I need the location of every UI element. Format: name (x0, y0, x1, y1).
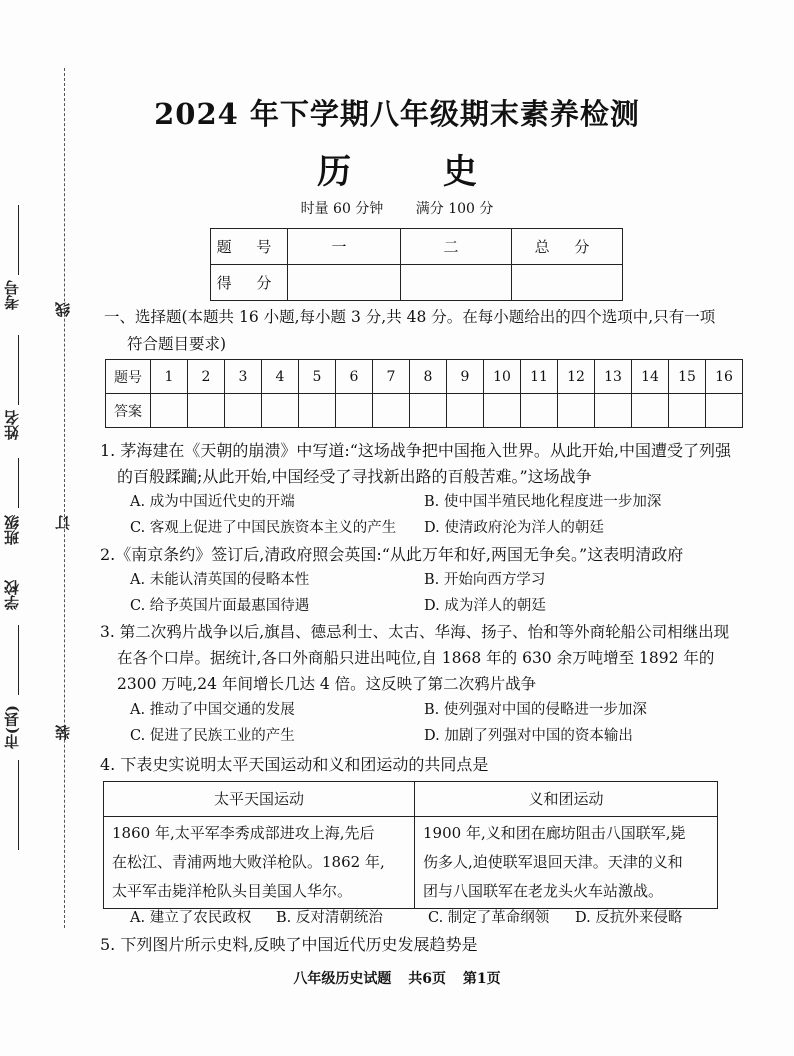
q4-table-header-boxer: 义和团运动 (415, 782, 718, 817)
footer-page-number: 第1页 (462, 971, 501, 987)
subject-title: 历 史 (317, 152, 517, 192)
q4-table-header-taiping: 太平天国运动 (104, 782, 415, 817)
question-number-cell: 16 (706, 360, 743, 394)
question-number-cell: 2 (188, 360, 225, 394)
question-number-cell: 3 (225, 360, 262, 394)
name-blank (18, 335, 19, 405)
q2-option-b: B. 开始向西方学习 (424, 572, 546, 588)
score-header-total: 总 分 (512, 229, 623, 265)
full-score: 满分 100 分 (415, 201, 494, 217)
school-blank (18, 625, 19, 695)
answer-table (105, 359, 743, 428)
question-number-cell: 7 (373, 360, 410, 394)
section1-instruction: 一、选择题(本题共 16 小题,每小题 3 分,共 48 分。在每小题给出的四个选项中,只有一项 (104, 308, 716, 326)
q5-stem: 5. 下列图片所示史料,反映了中国近代历史发展趋势是 (100, 935, 478, 954)
q4-boxer-line: 1900 年,义和团在廊坊阻击八国联军,毙 (423, 824, 686, 842)
answer-cell (373, 394, 410, 428)
answer-cell (521, 394, 558, 428)
q1-option-b: B. 使中国半殖民地化程度进一步加深 (424, 494, 662, 510)
q3-stem: 3. 第二次鸦片战争以后,旗昌、德忌利士、太古、华海、扬子、怡和等外商轮船公司相继出现 (100, 623, 730, 641)
q1-stem: 1. 茅海建在《天朝的崩溃》中写道:“这场战争把中国拖入世界。从此开始,中国遭受了列强 (100, 441, 732, 460)
binding-bind-char: 订 (54, 515, 72, 530)
q4-boxer-line: 团与八国联军在老龙头火车站激战。 (423, 882, 664, 900)
answer-cell (595, 394, 632, 428)
question-number-cell: 15 (669, 360, 706, 394)
answer-cell (410, 394, 447, 428)
q2-stem: 2.《南京条约》签订后,清政府照会英国:“从此万年和好,两国无争矣。”这表明清政府 (100, 545, 684, 564)
q4-taiping-line: 在松江、青浦两地大败洋枪队。1862 年, (112, 853, 385, 871)
score-row-label: 得 分 (211, 265, 288, 301)
score-cell (288, 265, 401, 301)
q2-option-a: A. 未能认清英国的侵略本性 (130, 572, 310, 588)
answer-cell (262, 394, 299, 428)
q3-option-d: D. 加剧了列强对中国的资本输出 (424, 728, 633, 744)
q1-option-d: D. 使清政府沦为洋人的朝廷 (424, 520, 604, 536)
class-blank (18, 458, 19, 508)
q3-stem-cont: 在各个口岸。据统计,各口外商船只进出吨位,自 1868 年的 630 余万吨增至 1892 年的 (117, 649, 715, 667)
question-number-cell: 9 (447, 360, 484, 394)
county-label: 市(县) (3, 705, 21, 750)
score-header-part2: 二 (401, 229, 512, 265)
question-number-cell: 5 (299, 360, 336, 394)
q4-option-a: A. 建立了农民政权 (130, 910, 252, 926)
q4-option-b: B. 反对清朝统治 (276, 910, 383, 926)
q4-taiping-line: 1860 年,太平军李秀成部进攻上海,先后 (112, 824, 375, 842)
q3-option-c: C. 促进了民族工业的产生 (130, 728, 295, 744)
q2-option-d: D. 成为洋人的朝廷 (424, 598, 546, 614)
answer-cell (484, 394, 521, 428)
score-cell (512, 265, 623, 301)
answer-cell (151, 394, 188, 428)
answer-table-header-label: 题号 (106, 360, 151, 394)
answer-cell (558, 394, 595, 428)
q1-stem-cont: 的百般蹂躏;从此开始,中国经受了寻找新出路的百般苦难。”这场战争 (117, 467, 592, 486)
answer-cell (225, 394, 262, 428)
exam-title: 2024 年下学期八年级期末素养检测 (154, 97, 640, 131)
binding-seal-char: 装 (54, 725, 72, 740)
answer-cell (669, 394, 706, 428)
answer-table-answer-label: 答案 (106, 394, 151, 428)
q2-option-c: C. 给予英国片面最惠国待遇 (130, 598, 310, 614)
school-label: 学校 (3, 580, 21, 610)
q1-option-c: C. 客观上促进了中国民族资本主义的产生 (130, 520, 397, 536)
binding-line-char: 线 (54, 302, 72, 317)
score-table (210, 228, 623, 301)
binding-dashed-line (64, 68, 65, 928)
score-header-part1: 一 (288, 229, 401, 265)
question-number-cell: 1 (151, 360, 188, 394)
q3-option-b: B. 使列强对中国的侵略进一步加深 (424, 702, 647, 718)
footer-total-pages: 共6页 (408, 971, 446, 987)
answer-cell (336, 394, 373, 428)
score-cell (401, 265, 512, 301)
answer-cell (706, 394, 743, 428)
question-number-cell: 8 (410, 360, 447, 394)
county-blank (18, 760, 19, 850)
q4-table-cell-boxer (415, 817, 718, 909)
question-number-cell: 11 (521, 360, 558, 394)
q4-comparison-table (103, 781, 718, 909)
q4-stem: 4. 下表史实说明太平天国运动和义和团运动的共同点是 (100, 755, 489, 774)
answer-cell (447, 394, 484, 428)
q4-taiping-line: 太平军击毙洋枪队头目美国人华尔。 (112, 882, 353, 900)
question-number-cell: 10 (484, 360, 521, 394)
answer-cell (188, 394, 225, 428)
q4-option-d: D. 反抗外来侵略 (575, 910, 683, 926)
question-number-cell: 4 (262, 360, 299, 394)
answer-cell (299, 394, 336, 428)
answer-cell (632, 394, 669, 428)
q4-table-cell-taiping (104, 817, 415, 909)
exam-info (0, 198, 794, 218)
q4-option-c: C. 制定了革命纲领 (428, 910, 550, 926)
exam-number-label: 考号 (3, 280, 21, 310)
q1-option-a: A. 成为中国近代史的开端 (130, 494, 295, 510)
name-label: 姓名 (3, 410, 21, 440)
page-footer (0, 968, 794, 988)
footer-paper-name: 八年级历史试题 (293, 971, 392, 987)
question-number-cell: 6 (336, 360, 373, 394)
section1-instruction-cont: 符合题目要求) (127, 335, 227, 353)
question-number-cell: 13 (595, 360, 632, 394)
q3-stem-cont2: 2300 万吨,24 年间增长几达 4 倍。这反映了第二次鸦片战争 (117, 675, 537, 693)
class-label: 班级 (3, 515, 21, 545)
question-number-cell: 14 (632, 360, 669, 394)
score-header-item: 题 号 (211, 229, 288, 265)
time-limit: 时量 60 分钟 (300, 201, 384, 217)
question-number-cell: 12 (558, 360, 595, 394)
q4-boxer-line: 伤多人,迫使联军退回天津。天津的义和 (423, 853, 683, 871)
q3-option-a: A. 推动了中国交通的发展 (130, 702, 295, 718)
